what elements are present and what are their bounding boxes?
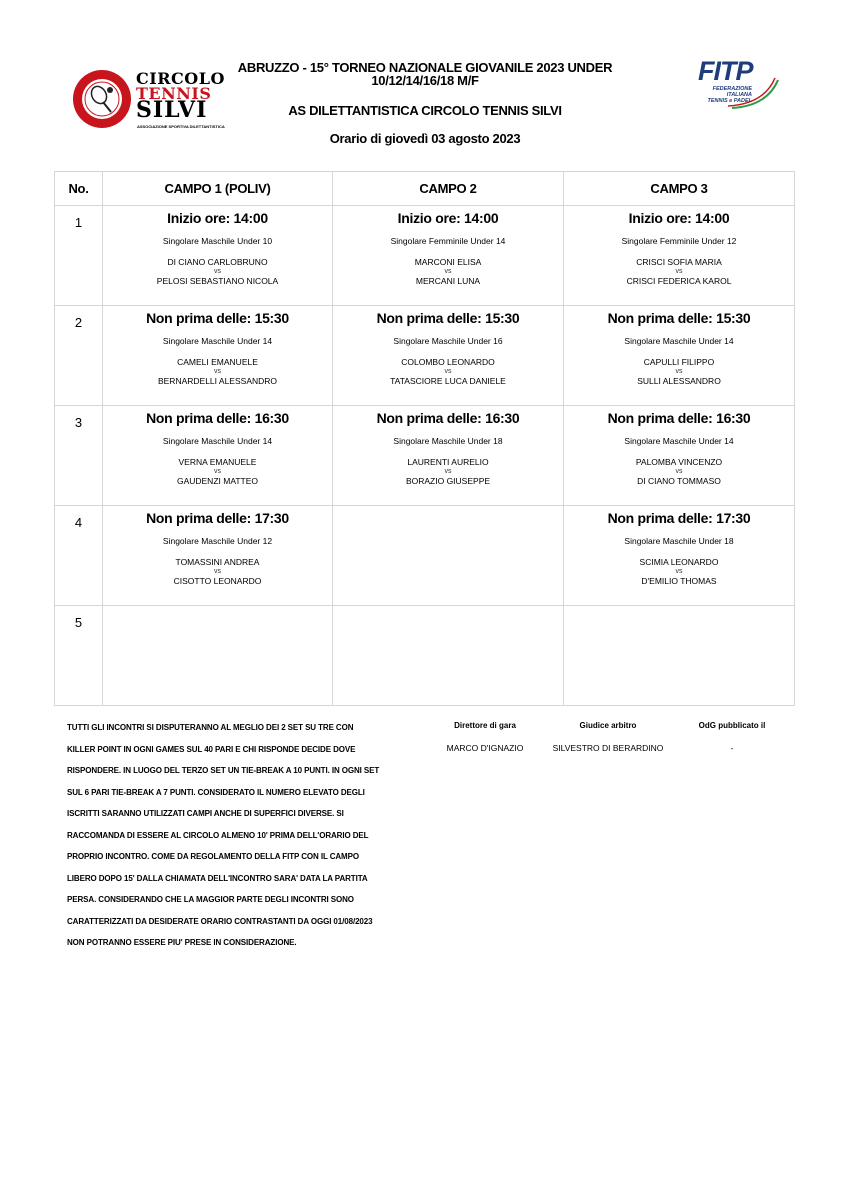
match-time: Inizio ore: 14:00	[167, 210, 268, 226]
director-name: MARCO D'IGNAZIO	[446, 743, 524, 753]
match-category: Singolare Femminile Under 14	[390, 236, 506, 246]
note-line: KILLER POINT IN OGNI GAMES SUL 40 PARI E CHI RISPONDE DECIDE DOVE	[67, 744, 356, 754]
header-campo-2: CAMPO 2	[333, 172, 564, 206]
player-1: TOMASSINI ANDREA	[175, 557, 260, 567]
match-category: Singolare Maschile Under 16	[393, 336, 503, 346]
match-category: Singolare Maschile Under 14	[162, 336, 273, 346]
row-number: 4	[55, 506, 103, 606]
vs-label: vs	[675, 368, 683, 375]
match-time: Non prima delle: 16:30	[146, 410, 289, 426]
vs-label: vs	[214, 368, 221, 375]
player-1: SCIMIA LEONARDO	[639, 557, 719, 567]
player-1: LAURENTI AURELIO	[407, 457, 489, 467]
schedule-date: Orario di giovedì 03 agosto 2023	[329, 131, 521, 146]
vs-label: vs	[675, 468, 683, 475]
match-time: Inizio ore: 14:00	[397, 210, 499, 226]
player-1: VERNA EMANUELE	[178, 457, 257, 467]
vs-label: vs	[214, 468, 221, 475]
match-cell	[103, 406, 333, 506]
vs-label: vs	[214, 568, 221, 575]
table-header-row	[55, 172, 795, 206]
row-number: 5	[55, 606, 103, 706]
logo-tagline: ASSOCIAZIONE SPORTIVA DILETTANTISTICA	[137, 124, 225, 129]
match-cell	[333, 206, 564, 306]
logo-line-circolo: CIRCOLO	[136, 69, 225, 88]
match-category: Singolare Maschile Under 10	[162, 236, 273, 246]
match-category: Singolare Maschile Under 18	[393, 436, 503, 446]
match-cell	[333, 406, 564, 506]
match-cell	[333, 606, 564, 706]
note-line: RACCOMANDA DI ESSERE AL CIRCOLO ALMENO 10' PRIMA DELL'ORARIO DEL	[67, 830, 369, 840]
match-category: Singolare Maschile Under 14	[624, 436, 734, 446]
player-1: PALOMBA VINCENZO	[635, 457, 723, 467]
table-row	[55, 606, 795, 706]
logo-line-tennis: TENNIS	[136, 84, 212, 103]
match-cell	[103, 306, 333, 406]
row-number: 1	[55, 206, 103, 306]
match-category: Singolare Femminile Under 12	[621, 236, 737, 246]
match-cell	[564, 406, 795, 506]
player-2: CISOTTO LEONARDO	[173, 576, 262, 586]
logo-line-silvi: SILVI	[136, 97, 208, 123]
player-2: CRISCI FEDERICA KAROL	[626, 276, 732, 286]
fitp-line3: TENNIS e PADEL	[707, 98, 752, 104]
match-cell	[103, 506, 333, 606]
match-time: Non prima delle: 16:30	[376, 410, 520, 426]
published-label: OdG pubblicato il	[698, 721, 766, 730]
match-time: Non prima delle: 17:30	[607, 510, 751, 526]
match-category: Singolare Maschile Under 14	[624, 336, 734, 346]
note-line: LIBERO DOPO 15' DALLA CHIAMATA DELL'INCONTRO SARA' DATA LA PARTITA	[67, 873, 368, 883]
row-number: 3	[55, 406, 103, 506]
note-line: NON POTRANNO ESSERE PIU' PRESE IN CONSIDERAZIONE.	[67, 938, 297, 947]
fitp-logo	[672, 58, 784, 110]
published-value: -	[730, 743, 734, 753]
note-line: CARATTERIZZATI DA DESIDERATE ORARIO CONTRASTANTI DA OGGI 01/08/2023	[67, 916, 373, 926]
player-2: DI CIANO TOMMASO	[637, 476, 721, 486]
match-cell	[333, 306, 564, 406]
vs-label: vs	[675, 268, 683, 275]
schedule-table	[54, 171, 795, 706]
vs-label: vs	[444, 268, 452, 275]
match-time: Non prima delle: 16:30	[607, 410, 751, 426]
note-line: SUL 6 PARI TIE-BREAK A 7 PUNTI. CONSIDERATO IL NUMERO ELEVATO DEGLI	[67, 787, 365, 797]
player-1: CAMELI EMANUELE	[177, 357, 258, 367]
player-1: COLOMBO LEONARDO	[401, 357, 495, 367]
vs-label: vs	[444, 468, 452, 475]
player-1: DI CIANO CARLOBRUNO	[167, 257, 268, 267]
match-time: Non prima delle: 15:30	[607, 310, 751, 326]
table-row	[55, 306, 795, 406]
match-cell	[564, 606, 795, 706]
match-time: Non prima delle: 17:30	[146, 510, 289, 526]
player-2: MERCANI LUNA	[415, 276, 481, 286]
header-campo-3: CAMPO 3	[564, 172, 795, 206]
note-line: PERSA. CONSIDERANDO CHE LA MAGGIOR PARTE DEGLI INCONTRI SONO	[67, 895, 354, 904]
header-no: No.	[55, 172, 103, 206]
player-2: GAUDENZI MATTEO	[176, 476, 259, 486]
player-1: MARCONI ELISA	[414, 257, 482, 267]
player-2: PELOSI SEBASTIANO NICOLA	[156, 276, 279, 286]
match-time: Inizio ore: 14:00	[628, 210, 730, 226]
match-time: Non prima delle: 15:30	[146, 310, 289, 326]
note-line: PROPRIO INCONTRO. COME DA REGOLAMENTO DELLA FITP CON IL CAMPO	[67, 852, 359, 861]
vs-label: vs	[675, 568, 683, 575]
fitp-mark: FITP	[698, 56, 753, 86]
circolo-tennis-silvi-logo	[72, 68, 225, 134]
player-2: BERNARDELLI ALESSANDRO	[157, 376, 278, 386]
match-cell	[564, 206, 795, 306]
player-1: CAPULLI FILIPPO	[643, 357, 715, 367]
note-line: TUTTI GLI INCONTRI SI DISPUTERANNO AL MEGLIO DEI 2 SET SU TRE CON	[67, 723, 354, 732]
match-cell	[103, 206, 333, 306]
fitp-line1: FEDERAZIONE	[712, 86, 752, 92]
club-name: AS DILETTANTISTICA CIRCOLO TENNIS SILVI	[288, 103, 562, 118]
table-row	[55, 506, 795, 606]
match-cell	[564, 306, 795, 406]
header-campo-1: CAMPO 1 (POLIV)	[103, 172, 333, 206]
match-category: Singolare Maschile Under 12	[162, 536, 273, 546]
player-2: SULLI ALESSANDRO	[637, 376, 721, 386]
match-cell	[564, 506, 795, 606]
match-cell	[333, 506, 564, 606]
director-label: Direttore di gara	[454, 721, 516, 730]
match-cell	[103, 606, 333, 706]
player-2: BORAZIO GIUSEPPE	[405, 476, 491, 486]
referee-label: Giudice arbitro	[579, 721, 637, 730]
player-2: D'EMILIO THOMAS	[641, 576, 717, 586]
match-category: Singolare Maschile Under 14	[162, 436, 273, 446]
player-1: CRISCI SOFIA MARIA	[636, 257, 722, 267]
row-number: 2	[55, 306, 103, 406]
vs-label: vs	[444, 368, 452, 375]
tournament-title: ABRUZZO - 15° TORNEO NAZIONALE GIOVANILE 2023 UNDER 10/12/14/16/18 M/F	[237, 60, 613, 88]
player-2: TATASCIORE LUCA DANIELE	[390, 376, 506, 386]
note-line: ISCRITTI SARANNO UTILIZZATI CAMPI ANCHE DI SUPERFICI DIVERSE. SI	[67, 809, 344, 818]
tournament-rules-notes	[67, 717, 417, 954]
match-time: Non prima delle: 15:30	[376, 310, 520, 326]
table-row	[55, 206, 795, 306]
referee-name: SILVESTRO DI BERARDINO	[552, 743, 664, 753]
match-category: Singolare Maschile Under 18	[624, 536, 734, 546]
note-line: RISPONDERE. IN LUOGO DEL TERZO SET UN TIE-BREAK A 10 PUNTI. IN OGNI SET	[67, 766, 380, 775]
table-row	[55, 406, 795, 506]
fitp-line2: ITALIANA	[726, 92, 752, 98]
vs-label: vs	[214, 268, 221, 275]
